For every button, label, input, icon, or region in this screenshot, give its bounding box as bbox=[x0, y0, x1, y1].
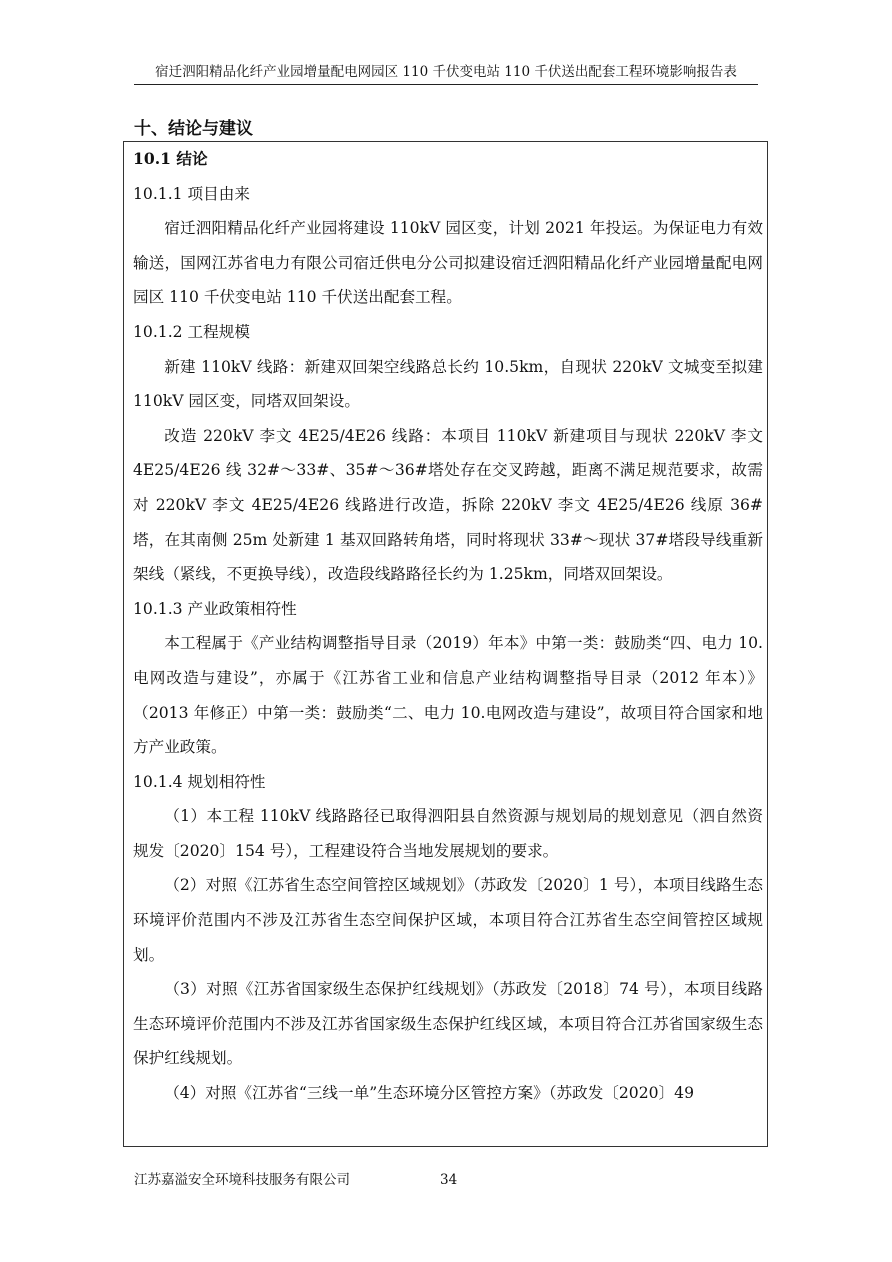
subheading-10-1-4: 10.1.4 规划相符性 bbox=[133, 772, 266, 791]
paragraph-planning-1: （1）本工程 110kV 线路路径已取得泗阳县自然资源与规划局的规划意见（泗自然资规发〔2020〕154 号），工程建设符合当地发展规划的要求。 bbox=[133, 807, 763, 860]
paragraph-planning-4: （4）对照《江苏省“三线一单”生态环境分区管控方案》（苏政发〔2020〕49 bbox=[164, 1084, 694, 1103]
heading-10-1: 10.1 结论 bbox=[133, 149, 208, 168]
paragraph-planning-3: （3）对照《江苏省国家级生态保护红线规划》（苏政发〔2018〕74 号），本项目线路生态环境评价范围内不涉及江苏省国家级生态保护红线区域，本项目符合江苏省国家级生态保护红线规划。 bbox=[133, 980, 763, 1068]
paragraph-industrial-policy: 本工程属于《产业结构调整指导目录（2019）年本》中第一类：鼓励类“四、电力 10.电网改造与建设”，亦属于《江苏省工业和信息产业结构调整指导目录（2012 年本）》（2013 年修正）中第一类：鼓励类“二、电力 10.电网改造与建设”，故项目符合国家和地方产业政策。 bbox=[133, 634, 763, 757]
subheading-10-1-3: 10.1.3 产业政策相符性 bbox=[133, 599, 297, 618]
content-box bbox=[123, 141, 768, 1147]
paragraph-line-reconstruction: 改造 220kV 李文 4E25/4E26 线路：本项目 110kV 新建项目与现状 220kV 李文 4E25/4E26 线 32#～33#、35#～36#塔处存在交叉跨越，距离不满足规范要求，故需对 220kV 李文 4E25/4E26 线路进行改造，拆除 220kV 李文 4E25/4E26 线原 36#塔，在其南侧 25m 处新建 1 基双回路转角塔，同时将现状 33#～现状 37#塔段导线重新架线（紧线，不更换导线），改造段线路路径长约为 1.25km，同塔双回架设。 bbox=[133, 426, 763, 584]
subheading-10-1-1: 10.1.1 项目由来 bbox=[133, 184, 250, 203]
page-number: 34 bbox=[440, 1172, 458, 1188]
paragraph-project-origin: 宿迁泗阳精品化纤产业园将建设 110kV 园区变，计划 2021 年投运。为保证电力有效输送，国网江苏省电力有限公司宿迁供电分公司拟建设宿迁泗阳精品化纤产业园增量配电网园区 110 千伏变电站 110 千伏送出配套工程。 bbox=[133, 219, 763, 307]
header-title: 宿迁泗阳精品化纤产业园增量配电网园区 110 千伏变电站 110 千伏送出配套工程环境影响报告表 bbox=[155, 64, 737, 80]
page-header bbox=[134, 62, 758, 85]
section-title: 十、结论与建议 bbox=[134, 119, 253, 139]
footer-company: 江苏嘉溢安全环境科技服务有限公司 bbox=[134, 1172, 350, 1188]
paragraph-new-line: 新建 110kV 线路：新建双回架空线路总长约 10.5km，自现状 220kV 文城变至拟建 110kV 园区变，同塔双回架设。 bbox=[133, 357, 763, 411]
content-body bbox=[133, 142, 763, 1111]
paragraph-planning-2: （2）对照《江苏省生态空间管控区域规划》（苏政发〔2020〕1 号），本项目线路生态环境评价范围内不涉及江苏省生态空间保护区域，本项目符合江苏省生态空间管控区域规划。 bbox=[133, 876, 763, 964]
subheading-10-1-2: 10.1.2 工程规模 bbox=[133, 322, 250, 341]
